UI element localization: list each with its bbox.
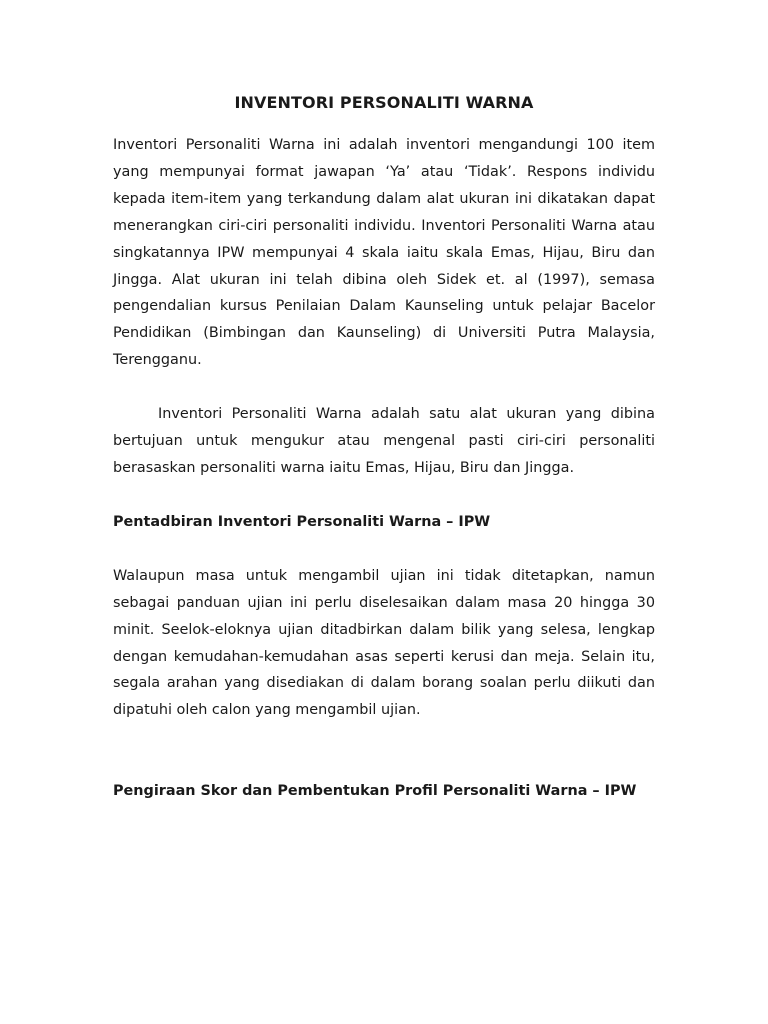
document-title: INVENTORI PERSONALITI WARNA [234, 93, 534, 112]
document-page [113, 0, 655, 805]
paragraph-intro: Inventori Personaliti Warna ini adalah inventori mengandungi 100 item yang mempunyai format jawapan ‘Ya’ atau ‘Tidak’. Respons individu kepada item-item yang terkandung dalam alat ukuran ini dikatakan dapat menerangkan ciri-ciri personaliti individu. Inventori Personaliti Warna atau singkatannya IPW mempunyai 4 skala iaitu skala Emas, Hijau, Biru dan Jingga. Alat ukuran ini telah dibina oleh Sidek et. al (1997), semasa pengendalian kursus Penilaian Dalam Kaunseling untuk pelajar Bacelor Pendidikan (Bimbingan dan Kaunseling) di Universiti Putra Malaysia, Terengganu. [113, 137, 655, 369]
paragraph-administration: Walaupun masa untuk mengambil ujian ini tidak ditetapkan, namun sebagai panduan ujian ini perlu diselesaikan dalam masa 20 hingga 30 minit. Seelok-eloknya ujian ditadbirkan dalam bilik yang selesa, lengkap dengan kemudahan-kemudahan asas seperti kerusi dan meja. Selain itu, segala arahan yang disediakan di dalam borang soalan perlu diikuti dan dipatuhi oleh calon yang mengambil ujian. [113, 567, 655, 719]
paragraph-purpose: Inventori Personaliti Warna adalah satu alat ukuran yang dibina bertujuan untuk mengukur atau mengenal pasti ciri-ciri personaliti berasaskan personaliti warna iaitu Emas, Hijau, Biru dan Jingga. [113, 406, 655, 476]
section-heading-administration: Pentadbiran Inventori Personaliti Warna – IPW [113, 513, 491, 530]
section-heading-scoring: Pengiraan Skor dan Pembentukan Profil Personaliti Warna – IPW [113, 783, 637, 800]
